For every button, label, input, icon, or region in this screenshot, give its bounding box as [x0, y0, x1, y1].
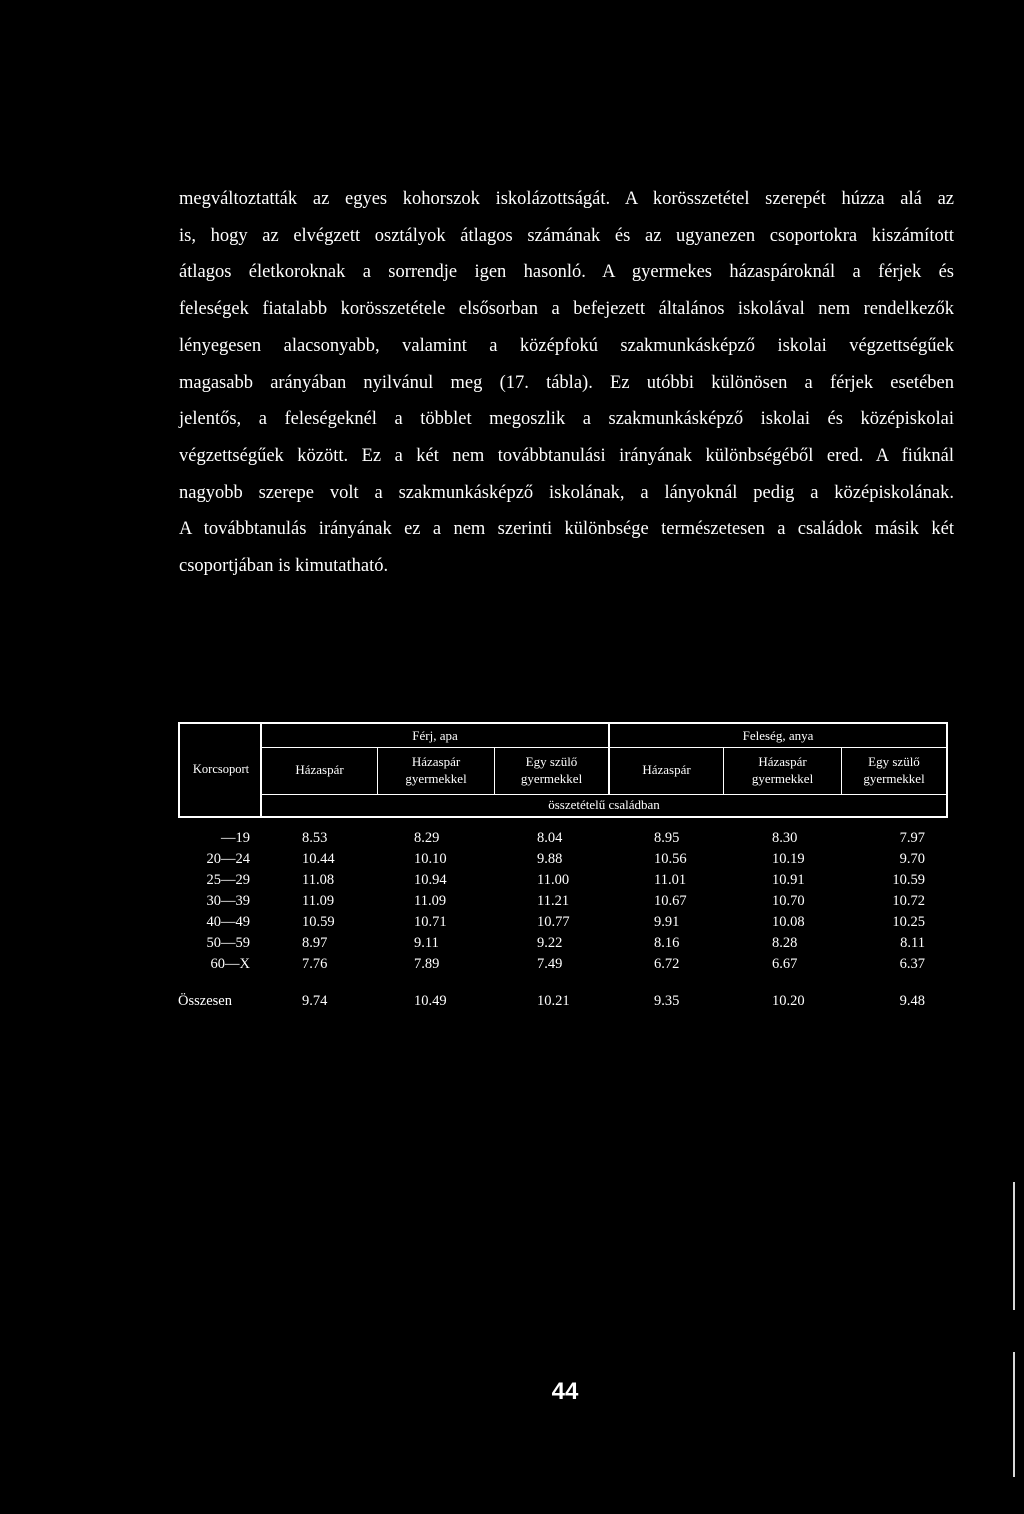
value-cell: 7.97 — [899, 830, 925, 846]
header-line: gyermekkel — [520, 771, 583, 786]
value-cell: 8.16 — [654, 935, 680, 951]
value-cell: 10.19 — [772, 851, 805, 867]
value-cell: 10.59 — [302, 914, 335, 930]
total-label: Összesen — [178, 993, 232, 1009]
value-cell: 10.49 — [414, 993, 447, 1009]
value-cell: 11.00 — [537, 872, 570, 888]
value-cell: 9.74 — [302, 993, 328, 1009]
paragraph-line: végzettségűek között. Ez a két nem továbbtanulási irányának különbségéből ered. A fiúknál — [179, 445, 954, 466]
header-korcsoport: Korcsoport — [192, 762, 250, 776]
age-group-cell: 20—24 — [206, 851, 250, 867]
table-row — [178, 956, 948, 976]
page-number: 44 — [551, 1378, 579, 1405]
scan-edge-mark — [1013, 1352, 1015, 1477]
table-row — [178, 914, 948, 934]
scan-edge-mark — [1013, 1182, 1015, 1310]
value-cell: 10.25 — [892, 914, 925, 930]
value-cell: 10.20 — [772, 993, 805, 1009]
header-feleseg-anya: Feleség, anya — [742, 728, 814, 743]
table-row — [178, 872, 948, 892]
value-cell: 8.97 — [302, 935, 328, 951]
value-cell: 10.21 — [537, 993, 570, 1009]
age-group-cell: 40—49 — [206, 914, 250, 930]
value-cell: 6.37 — [899, 956, 925, 972]
table-row — [178, 893, 948, 913]
age-group-cell: 25—29 — [206, 872, 250, 888]
header-hazaspar: Házaspár — [295, 762, 344, 777]
header-line: Egy szülő — [525, 754, 578, 769]
paragraph-line: is, hogy az elvégzett osztályok átlagos számának és az ugyanezen csoportokra kiszámított — [179, 225, 954, 246]
header-line: Házaspár — [411, 754, 461, 769]
value-cell: 10.94 — [414, 872, 447, 888]
header-hazaspar-gyermekkel — [724, 753, 841, 787]
value-cell: 10.70 — [772, 893, 805, 909]
paragraph-line: átlagos életkoroknak a sorrendje igen hasonló. A gyermekes házaspároknál a férjek és — [179, 262, 954, 283]
value-cell: 10.08 — [772, 914, 805, 930]
value-cell: 10.10 — [414, 851, 447, 867]
value-cell: 8.95 — [654, 830, 680, 846]
value-cell: 8.53 — [302, 830, 328, 846]
value-cell: 10.59 — [892, 872, 925, 888]
value-cell: 8.04 — [537, 830, 563, 846]
value-cell: 9.48 — [899, 993, 925, 1009]
value-cell: 10.72 — [892, 893, 925, 909]
paragraph-line: jelentős, a feleségeknél a többlet megoszlik a szakmunkásképző iskolai és középiskolai — [179, 409, 954, 430]
paragraph-line: nagyobb szerepe volt a szakmunkásképző iskolának, a lányoknál pedig a középiskolának. — [179, 482, 954, 503]
paragraph-line: magasabb arányában nyilvánul meg (17. tábla). Ez utóbbi különösen a férjek esetében — [179, 372, 954, 393]
paragraph-line: csoportjában is kimutatható. — [179, 556, 389, 577]
value-cell: 11.09 — [414, 893, 447, 909]
paragraph-line: A továbbtanulás irányának ez a nem szerinti különbsége természetesen a családok másik két — [179, 519, 954, 540]
value-cell: 10.91 — [772, 872, 805, 888]
value-cell: 8.30 — [772, 830, 798, 846]
value-cell: 9.35 — [654, 993, 680, 1009]
value-cell: 10.71 — [414, 914, 447, 930]
value-cell: 9.88 — [537, 851, 563, 867]
body-paragraph — [179, 181, 954, 585]
value-cell: 7.49 — [537, 956, 563, 972]
age-group-cell: 30—39 — [206, 893, 250, 909]
age-group-cell: —19 — [221, 830, 250, 846]
table-row — [178, 851, 948, 871]
header-ferj-apa: Férj, apa — [412, 728, 458, 743]
header-line: gyermekkel — [751, 771, 814, 786]
value-cell: 11.01 — [654, 872, 687, 888]
age-group-cell: 50—59 — [206, 935, 250, 951]
paragraph-line: feleségek fiatalabb korösszetétele elsősorban a befejezett általános iskolával nem rendelkezők — [179, 299, 954, 320]
table-row — [178, 935, 948, 955]
value-cell: 11.09 — [302, 893, 335, 909]
value-cell: 10.56 — [654, 851, 687, 867]
value-cell: 9.22 — [537, 935, 563, 951]
age-group-cell: 60—X — [210, 956, 250, 972]
row-divider — [260, 747, 946, 748]
table-row — [178, 830, 948, 850]
value-cell: 8.28 — [772, 935, 798, 951]
value-cell: 9.70 — [899, 851, 925, 867]
header-osszetetelu: összetételű családban — [548, 797, 660, 812]
paragraph-line: lényegesen alacsonyabb, valamint a középfokú szakmunkásképző iskolai végzettségűek — [179, 335, 954, 356]
table-header — [178, 722, 948, 818]
value-cell: 6.72 — [654, 956, 680, 972]
value-cell: 10.67 — [654, 893, 687, 909]
value-cell: 8.29 — [414, 830, 440, 846]
header-egy-szulo — [495, 753, 608, 787]
value-cell: 11.21 — [537, 893, 570, 909]
value-cell: 11.08 — [302, 872, 335, 888]
header-egy-szulo — [842, 753, 946, 787]
value-cell: 10.77 — [537, 914, 570, 930]
value-cell: 7.76 — [302, 956, 328, 972]
header-line: gyermekkel — [405, 771, 467, 786]
header-line: gyermekkel — [863, 771, 925, 786]
header-hazaspar-gyermekkel — [378, 753, 494, 787]
value-cell: 10.44 — [302, 851, 335, 867]
header-line: Házaspár — [758, 754, 807, 769]
header-hazaspar: Házaspár — [642, 762, 691, 777]
header-line: Egy szülő — [868, 754, 920, 769]
row-divider — [260, 794, 946, 795]
value-cell: 9.11 — [414, 935, 439, 951]
value-cell: 8.11 — [900, 935, 925, 951]
value-cell: 9.91 — [654, 914, 680, 930]
total-row — [178, 993, 948, 1013]
value-cell: 7.89 — [414, 956, 440, 972]
paragraph-line: megváltoztatták az egyes kohorszok iskolázottságát. A korösszetétel szerepét húzza alá az — [179, 189, 954, 209]
value-cell: 6.67 — [772, 956, 798, 972]
